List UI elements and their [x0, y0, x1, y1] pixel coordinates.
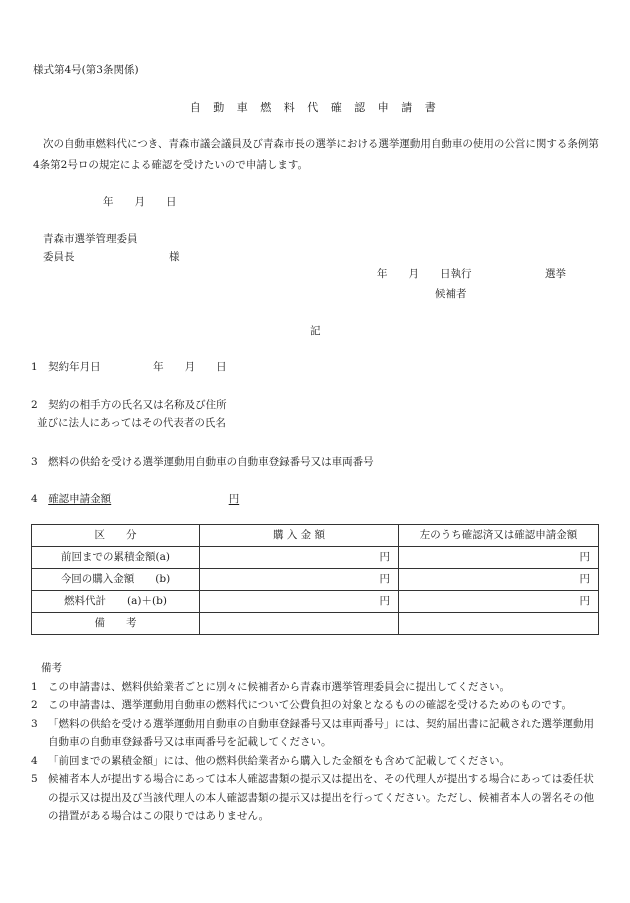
- note-item: [31, 678, 603, 697]
- row-label: 燃料代計 (a)＋(b): [32, 591, 200, 613]
- election-line: 年 月 日執行 選挙: [377, 268, 566, 280]
- row-label: 前回までの累積金額(a): [32, 547, 200, 569]
- fuel-cost-table: [31, 524, 599, 635]
- table-row: [32, 547, 599, 569]
- table-row: [32, 569, 599, 591]
- table-row-remarks: [32, 613, 599, 635]
- notes-section: [31, 659, 603, 826]
- intro-paragraph: 次の自動車燃料代につき、青森市議会議員及び青森市長の選挙における選挙運動用自動車の使用の公営に関する条例第4条第2号ロの規定による確認を受けたいので申請します。: [33, 138, 599, 171]
- row-label: 備 考: [32, 613, 200, 635]
- note-item: [31, 696, 603, 715]
- item4-label: 確認申請金額: [48, 493, 112, 505]
- note-number: 3: [31, 717, 38, 730]
- note-number: 1: [31, 680, 38, 693]
- item4-amount-field[interactable]: 円: [228, 493, 240, 505]
- note-text: 「燃料の供給を受ける選挙運動用自動車の自動車登録番号又は車両番号」には、契約届出書に記載された選挙運動用自動車の自動車登録番号又は車両番号を記載してください。: [48, 717, 594, 748]
- note-number: 5: [31, 773, 38, 785]
- candidate-label: 候補者: [435, 288, 467, 300]
- note-number: 4: [31, 754, 38, 767]
- note-item: [31, 715, 603, 752]
- ki-heading: 記: [310, 325, 321, 337]
- column-header-purchase: 購 入 金 額: [200, 525, 399, 547]
- table-row: [32, 591, 599, 613]
- item-contract-date: 1 契約年月日 年 月 日: [31, 361, 227, 373]
- purchase-amount-cell[interactable]: 円: [200, 569, 399, 591]
- note-text: この申請書は、燃料供給業者ごとに別々に候補者から青森市選挙管理委員会に提出してください。: [48, 680, 510, 693]
- notes-heading: 備考: [41, 662, 62, 674]
- note-text: 「前回までの累積金額」には、他の燃料供給業者から購入した金額をも含めて記載してください。: [48, 754, 510, 767]
- note-text: 候補者本人が提出する場合にあっては本人確認書類の提示又は提出を、その代理人が提出する場合にあっては委任状の提示又は提出及び当該代理人の本人確認書類の提示又は提出を行ってください。ただし、候補者本人の署名その他の措置がある場合はこの限りではありません。: [48, 773, 594, 822]
- item-contract-party-2: 並びに法人にあってはその代表者の氏名: [37, 417, 226, 429]
- note-item: [31, 752, 603, 771]
- remarks-cell[interactable]: [399, 613, 599, 635]
- note-text: この申請書は、選挙運動用自動車の燃料代について公費負担の対象となるものの確認を受けるためのものです。: [48, 699, 572, 711]
- note-number: 2: [31, 699, 38, 711]
- page-title: 自 動 車 燃 料 代 確 認 申 請 書: [189, 101, 441, 114]
- item-requested-amount: [31, 493, 239, 506]
- purchase-amount-cell[interactable]: 円: [200, 547, 399, 569]
- column-header-confirmed: 左のうち確認済又は確認申請金額: [399, 525, 599, 547]
- note-item: [31, 770, 603, 826]
- item-vehicle-number: 3 燃料の供給を受ける選挙運動用自動車の自動車登録番号又は車両番号: [31, 456, 374, 468]
- column-header-category: 区 分: [32, 525, 200, 547]
- confirmed-amount-cell[interactable]: 円: [399, 569, 599, 591]
- table-header-row: [32, 525, 599, 547]
- remarks-cell[interactable]: [200, 613, 399, 635]
- form-number: 様式第4号(第3条関係): [33, 64, 139, 76]
- purchase-amount-cell[interactable]: 円: [200, 591, 399, 613]
- item-contract-party-1: 2 契約の相手方の氏名又は名称及び住所: [31, 399, 227, 411]
- addressee-line-1: 青森市選挙管理委員: [43, 233, 138, 245]
- application-date: 年 月 日: [103, 196, 177, 208]
- confirmed-amount-cell[interactable]: 円: [399, 591, 599, 613]
- item4-number: 4: [31, 493, 38, 505]
- row-label: 今回の購入金額 (b): [32, 569, 200, 591]
- confirmed-amount-cell[interactable]: 円: [399, 547, 599, 569]
- addressee-line-2: 委員長 様: [43, 251, 180, 263]
